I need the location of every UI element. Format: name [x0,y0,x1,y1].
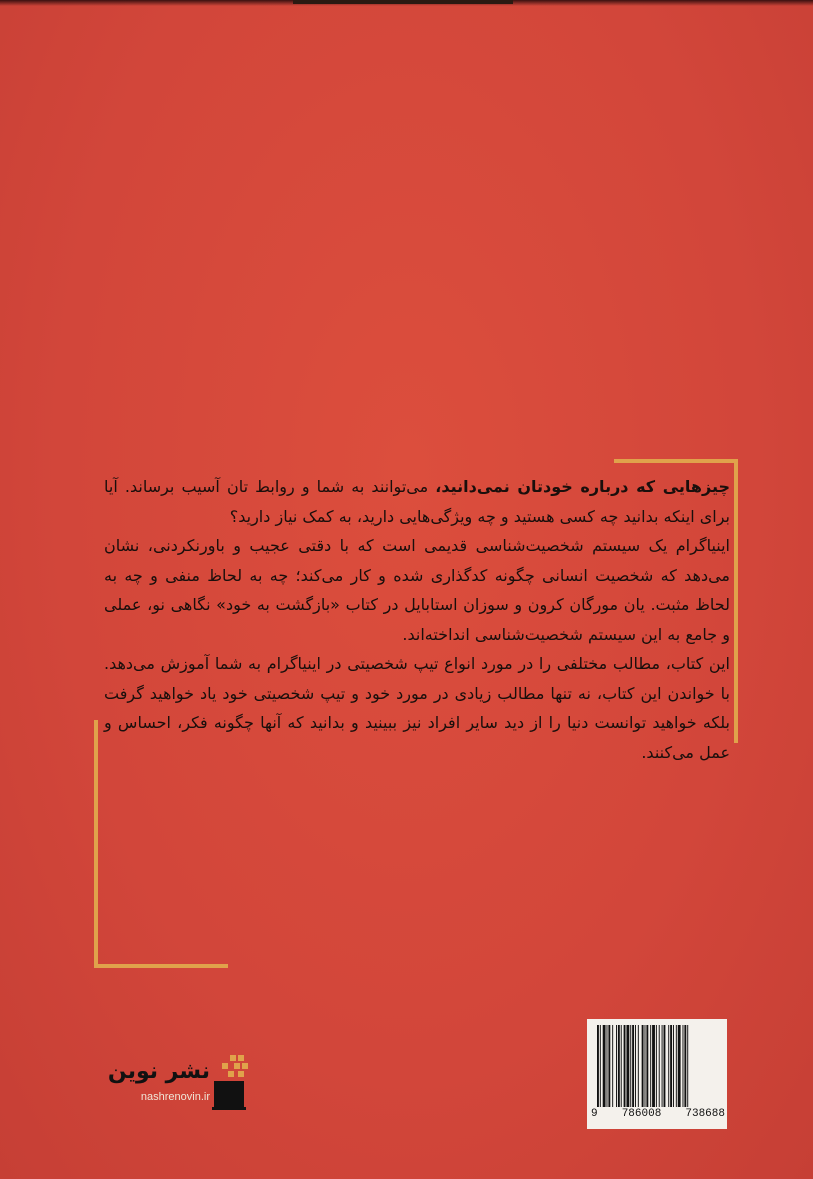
publisher-name: نشر نوین [107,1059,210,1084]
barcode-bar [646,1025,648,1107]
book-pixel-icon [210,1053,250,1113]
barcode-bar [645,1025,646,1107]
publisher-logo [82,1053,242,1115]
barcode-bar [656,1025,657,1107]
barcode-bar [684,1025,686,1107]
barcode-bar [618,1025,620,1107]
barcode-bar [668,1025,669,1107]
publisher-url: nashrenovin.ir [140,1091,210,1103]
blurb-lead-rest: می‌توانند به شما و روابط تان آسیب برساند. آیا برای اینکه بدانید چه کسی هستید و چه ویژگی‌هایی دارید، به کمک نیاز دارید؟ [104,477,730,526]
barcode-digit-first: 9 [591,1108,598,1120]
blurb-paragraph-3: این کتاب، مطالب مختلفی را در مورد انواع تیپ شخصیتی در اینیاگرام به شما آموزش می‌دهد. با خواندن این کتاب، نه تنها مطالب زیادی در مورد خود و تیپ شخصیتی خود یاد خواهید گرفت بلکه خواهید توانست دنیا را از دید سایر افراد نیز ببینید و بدانید که آنها چگونه فکر، احساس و عمل می‌کنند. [104,654,730,762]
barcode-bar [673,1025,674,1107]
barcode-bar [597,1025,599,1107]
barcode-group-2: 738688 [685,1108,725,1120]
barcode-bar [652,1025,655,1107]
barcode-bar [678,1025,681,1107]
barcode-group-1: 786008 [621,1108,662,1120]
barcode-bar [612,1025,613,1107]
barcode-bar [616,1025,617,1107]
isbn-barcode [587,1019,727,1129]
blurb-paragraph-1 [104,472,730,531]
barcode-bar [650,1025,651,1107]
frame-line-right [734,459,738,743]
barcode-bar [635,1025,636,1107]
barcode-bar [603,1025,606,1107]
blurb-paragraph-2: اینیاگرام یک سیستم شخصیت‌شناسی قدیمی است که با دقتی عجیب و باورنکردنی، نشان می‌دهد که شخصیت انسانی چگونه کدگذاری شده و کار می‌کند؛ چه به لحاظ منفی و چه به لحاظ مثبت. یان مورگان کرون و سوزان استابایل در کتاب «بازگشت به خود» نگاهی نو، عملی و جامع به این سیستم شخصیت‌شناسی انداخته‌اند. [104,536,730,644]
barcode-bar [600,1025,601,1107]
barcode-bar [608,1025,610,1107]
barcode-bar [621,1025,622,1107]
barcode-bar [676,1025,677,1107]
barcode-bar [638,1025,639,1107]
barcode-bar [683,1025,684,1107]
barcode-bar [632,1025,634,1107]
barcode-bars [597,1025,719,1107]
blurb-text [104,472,730,767]
barcode-bar [659,1025,660,1107]
blurb-lead-bold: چیزهایی که درباره خودتان نمی‌دانید، [435,477,731,496]
barcode-bar [642,1025,644,1107]
barcode-bar [626,1025,629,1107]
barcode-bar [630,1025,631,1107]
barcode-bar [624,1025,626,1107]
barcode-bar [607,1025,608,1107]
frame-line-left [94,720,98,968]
frame-line-bottom [94,964,228,968]
barcode-digits [591,1108,725,1120]
frame-line-top [614,459,738,463]
barcode-bar [670,1025,672,1107]
barcode-bar [664,1025,666,1107]
barcode-bar [687,1025,688,1107]
barcode-bar [662,1025,663,1107]
top-spine-strip [293,0,513,4]
